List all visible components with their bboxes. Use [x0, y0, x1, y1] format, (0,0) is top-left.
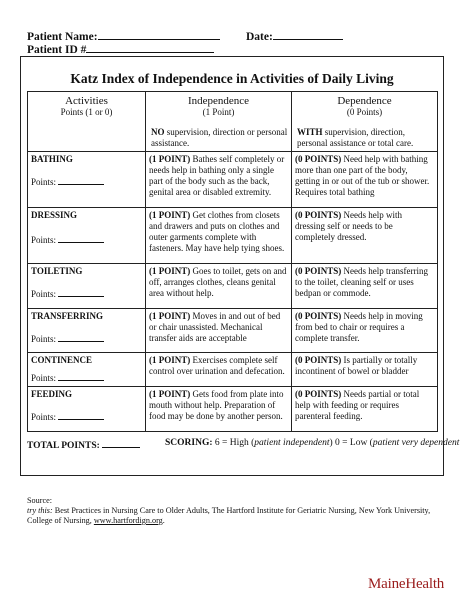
dependence-heading: Dependence [337, 95, 392, 107]
table-row [28, 309, 438, 353]
table-row [28, 152, 438, 208]
source-text: try this: Best Practices in Nursing Care to Older Adults, The Hartford Institute for Geriatric Nursing, New York University, College of Nursing, www.hartfordign.org. [27, 506, 431, 525]
total-points-field[interactable] [102, 438, 140, 448]
points-field[interactable] [58, 175, 104, 185]
katz-form [20, 56, 460, 476]
activity-name: BATHING [31, 154, 73, 164]
source-citation [27, 496, 437, 526]
dependence-header [292, 92, 438, 152]
dependence-cell: (0 POINTS) Is partially or totally incontinent of bowel or bladder [292, 353, 438, 387]
points-entry: Points: [31, 332, 142, 345]
dependence-cell: (0 POINTS) Need help with bathing more than one part of the body, getting in or out of the tub or shower. Requires total bathing [292, 152, 438, 208]
activities-heading: Activities [65, 95, 108, 107]
date-label: Date: [246, 31, 273, 43]
points-entry: Points: [31, 175, 142, 188]
table-header-row [28, 92, 438, 152]
form-title: Katz Index of Independence in Activities of Daily Living [70, 71, 394, 86]
points-field[interactable] [58, 410, 104, 420]
patient-name-label: Patient Name: [27, 31, 98, 43]
source-link[interactable]: www.hartfordign.org [93, 516, 163, 525]
patient-id-line [27, 41, 214, 56]
points-field[interactable] [58, 371, 104, 381]
independence-cell: (1 POINT) Goes to toilet, gets on and off, arranges clothes, cleans genital area without help. [146, 264, 292, 309]
points-field[interactable] [58, 233, 104, 243]
table-row [28, 208, 438, 264]
points-field[interactable] [58, 287, 104, 297]
patient-name-field[interactable] [98, 28, 220, 40]
mainehealth-logo: MaineHealth [368, 576, 445, 592]
date-field[interactable] [273, 28, 343, 40]
independence-cell: (1 POINT) Gets food from plate into mouth without help. Preparation of food may be done by another person. [146, 387, 292, 432]
dependence-cell: (0 POINTS) Needs help transferring to the toilet, cleaning self or uses bedpan or commode. [292, 264, 438, 309]
points-field[interactable] [58, 332, 104, 342]
dependence-subheading: (0 Points) [346, 107, 383, 117]
dependence-description: WITH supervision, direction, personal assistance or total care. [297, 127, 414, 148]
totals-line [27, 438, 460, 451]
independence-header [146, 92, 292, 152]
activity-name: DRESSING [31, 210, 78, 220]
points-entry: Points: [31, 233, 142, 246]
table-row [28, 353, 438, 387]
dependence-cell: (0 POINTS) Needs help in moving from bed to chair or requires a complete transfer. [292, 309, 438, 353]
adl-table [27, 91, 438, 432]
points-entry: Points: [31, 410, 142, 423]
activity-name: CONTINENCE [31, 355, 93, 365]
activity-cell [28, 208, 146, 264]
date-line [246, 28, 343, 43]
table-row [28, 264, 438, 309]
table-row [28, 387, 438, 432]
independence-cell: (1 POINT) Exercises complete self control over urination and defecation. [146, 353, 292, 387]
dependence-cell: (0 POINTS) Needs partial or total help with feeding or requires parenteral feeding. [292, 387, 438, 432]
points-entry: Points: [31, 287, 142, 300]
patient-id-label: Patient ID # [27, 44, 87, 56]
source-label: Source: [27, 496, 53, 505]
patient-id-field[interactable] [86, 41, 214, 53]
activity-cell [28, 264, 146, 309]
scoring-legend: SCORING: 6 = High (patient independent) 0 = Low (patient very dependent [165, 438, 460, 448]
activity-cell [28, 387, 146, 432]
independence-cell: (1 POINT) Bathes self completely or needs help in bathing only a single part of the body such as the back, genital area or disabled extremity. [146, 152, 292, 208]
dependence-cell: (0 POINTS) Needs help with dressing self or needs to be completely dressed. [292, 208, 438, 264]
independence-description: NO supervision, direction or personal assistance. [151, 127, 288, 148]
independence-heading: Independence [187, 95, 250, 107]
activity-name: FEEDING [31, 389, 73, 399]
independence-cell: (1 POINT) Get clothes from closets and drawers and puts on clothes and outer garments complete with fasteners. May have help tying shoes. [146, 208, 292, 264]
activities-subheading: Points (1 or 0) [60, 107, 113, 117]
activity-cell [28, 309, 146, 353]
independence-cell: (1 POINT) Moves in and out of bed or chair unassisted. Mechanical transfer aids are acceptable [146, 309, 292, 353]
activity-name: TRANSFERRING [31, 311, 104, 321]
activity-cell [28, 353, 146, 387]
activities-header [28, 92, 146, 152]
total-points: TOTAL POINTS: [27, 441, 140, 451]
activity-name: TOILETING [31, 266, 83, 276]
activity-cell [28, 152, 146, 208]
points-entry: Points: [31, 371, 142, 384]
independence-subheading: (1 Point) [202, 107, 235, 117]
